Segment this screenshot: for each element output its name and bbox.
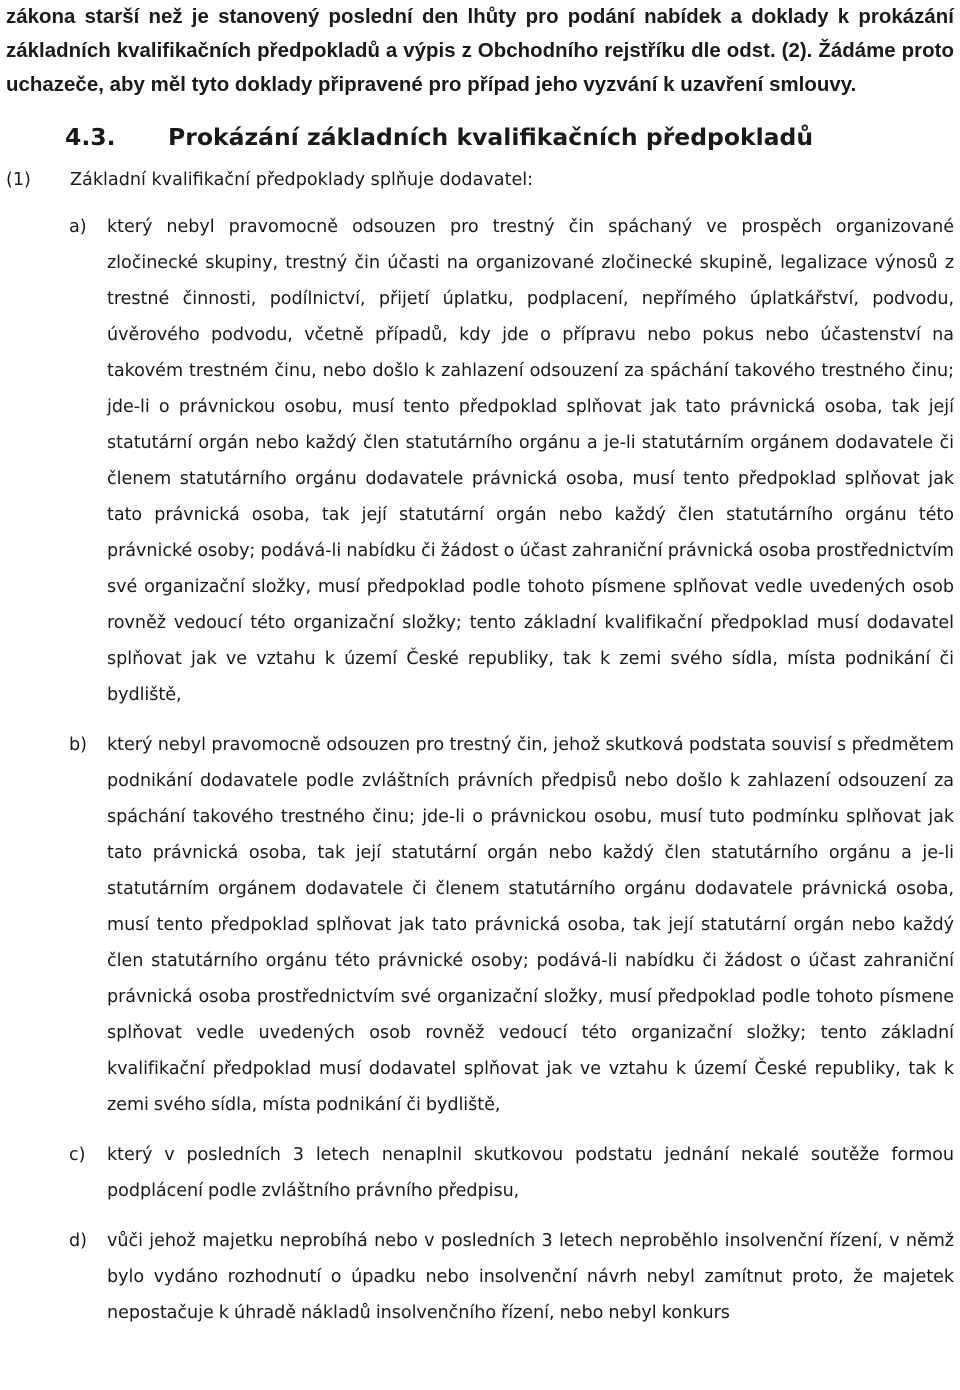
list-item xyxy=(6,727,954,1123)
section-heading xyxy=(6,122,954,152)
paragraph xyxy=(6,168,954,192)
paragraph-text: Základní kvalifikační předpoklady splňuje dodavatel: xyxy=(70,170,534,190)
section-number: 4.3. xyxy=(65,123,116,151)
list-item-marker: c) xyxy=(69,1145,86,1165)
list-item-marker: b) xyxy=(69,735,88,755)
paragraph-number: (1) xyxy=(6,170,31,190)
list-item-marker: d) xyxy=(69,1231,88,1251)
list-item-text: který nebyl pravomocně odsouzen pro trestný čin, jehož skutková podstata souvisí s předmětem podnikání dodavatele podle zvláštních právních předpisů nebo došlo k zahlazení odsouzení za spáchání takového trestného činu; jde-li o právnickou osobu, musí tuto podmínku splňovat jak tato právnická osoba, tak její statutární orgán nebo každý člen statutárního orgánu a je-li statutárním orgánem dodavatele či členem statutárního orgánu dodavatele právnická osoba, musí tento předpoklad splňovat jak tato právnická osoba, tak její statutární orgán nebo každý člen statutárního orgánu této právnické osoby; podává-li nabídku či žádost o účast zahraniční právnická osoba prostřednictvím své organizační složky, musí předpoklad podle tohoto písmene splňovat vedle uvedených osob rovněž vedoucí této organizační složky; tento základní kvalifikační předpoklad musí dodavatel splňovat jak ve vztahu k území České republiky, tak k zemi svého sídla, místa podnikání či bydliště, xyxy=(107,735,954,1115)
list-item-text: který nebyl pravomocně odsouzen pro trestný čin spáchaný ve prospěch organizované zločinecké skupiny, trestný čin účasti na organizované zločinecké skupině, legalizace výnosů z trestné činnosti, podílnictví, přijetí úplatku, podplacení, nepřímého úplatkářství, podvodu, úvěrového podvodu, včetně případů, kdy jde o přípravu nebo pokus nebo účastenství na takovém trestném činu, nebo došlo k zahlazení odsouzení za spáchání takového trestného činu; jde-li o právnickou osobu, musí tento předpoklad splňovat jak tato právnická osoba, tak její statutární orgán nebo každý člen statutárního orgánu a je-li statutárním orgánem dodavatele či členem statutárního orgánu dodavatele právnická osoba, musí tento předpoklad splňovat jak tato právnická osoba, tak její statutární orgán nebo každý člen statutárního orgánu této právnické osoby; podává-li nabídku či žádost o účast zahraniční právnická osoba prostřednictvím své organizační složky, musí předpoklad podle tohoto písmene splňovat vedle uvedených osob rovněž vedoucí této organizační složky; tento základní kvalifikační předpoklad musí dodavatel splňovat jak ve vztahu k území České republiky, tak k zemi svého sídla, místa podnikání či bydliště, xyxy=(107,217,954,705)
section-title: Prokázání základních kvalifikačních předpokladů xyxy=(168,123,814,151)
list-item-text: vůči jehož majetku neprobíhá nebo v posledních 3 letech neproběhlo insolvenční řízení, v němž bylo vydáno rozhodnutí o úpadku nebo insolvenční návrh nebyl zamítnut proto, že majetek nepostačuje k úhradě nákladů insolvenčního řízení, nebo nebyl konkurs xyxy=(107,1231,954,1323)
intro-paragraph: zákona starší než je stanovený poslední den lhůty pro podání nabídek a doklady k prokázání základních kvalifikačních předpokladů a výpis z Obchodního rejstříku dle odst. (2). Žádáme proto uchazeče, aby měl tyto doklady připravené pro případ jeho vyzvání k uzavření smlouvy. xyxy=(6,6,954,96)
requirements-list xyxy=(6,209,954,1331)
list-item xyxy=(6,209,954,713)
list-item-marker: a) xyxy=(69,217,87,237)
list-item xyxy=(6,1223,954,1331)
list-item xyxy=(6,1137,954,1209)
list-item-text: který v posledních 3 letech nenaplnil skutkovou podstatu jednání nekalé soutěže formou podplácení podle zvláštního právního předpisu, xyxy=(107,1145,954,1201)
